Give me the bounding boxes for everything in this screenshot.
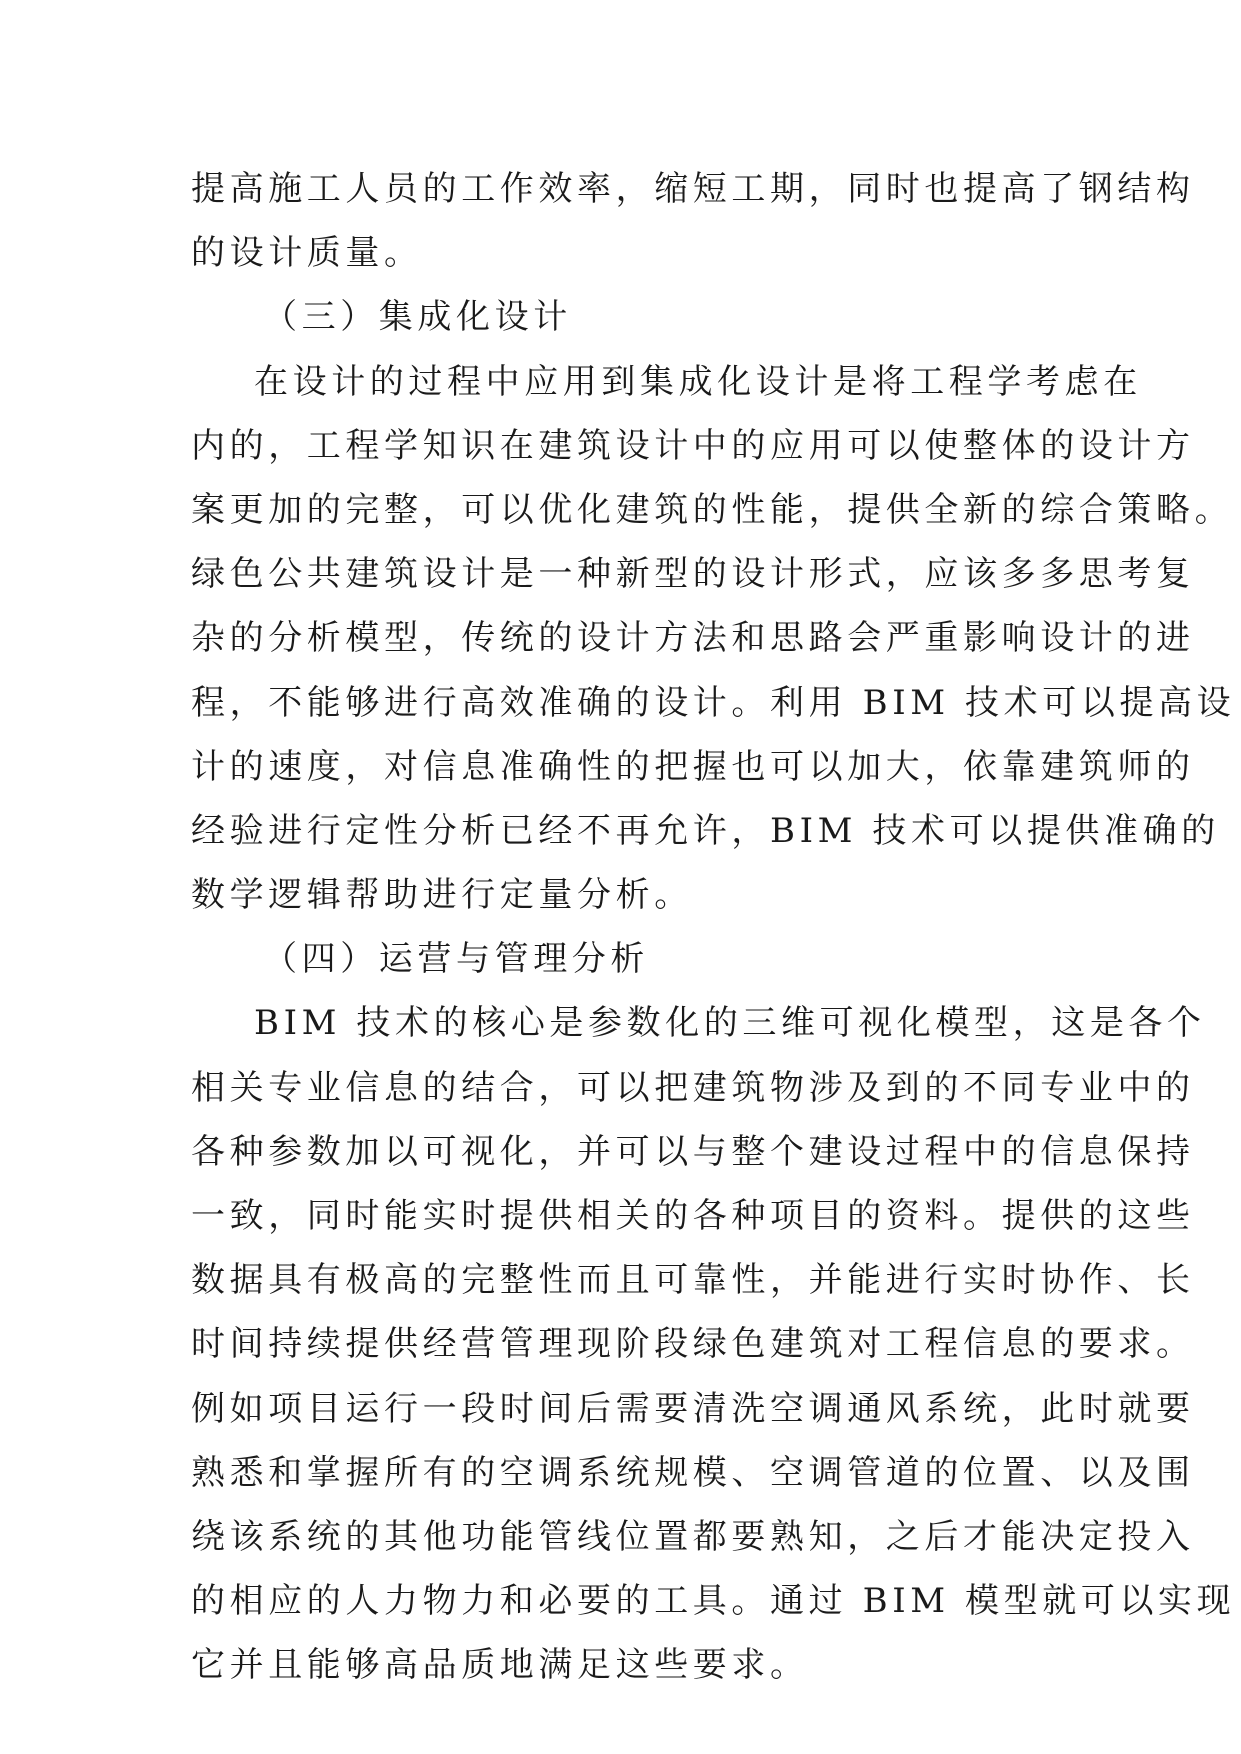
paragraph-line: 经验进行定性分析已经不再允许，BIM 技术可以提供准确的	[191, 810, 1220, 851]
paragraph-line: 数学逻辑帮助进行定量分析。	[191, 875, 693, 916]
paragraph-line: 各种参数加以可视化，并可以与整个建设过程中的信息保持	[191, 1131, 1195, 1172]
paragraph-line: 杂的分析模型，传统的设计方法和思路会严重影响设计的进	[191, 618, 1195, 659]
section-heading: （四）运营与管理分析	[263, 939, 649, 980]
paragraph-line: 例如项目运行一段时间后需要清洗空调通风系统，此时就要	[191, 1388, 1195, 1429]
paragraph-line: 程，不能够进行高效准确的设计。利用 BIM 技术可以提高设	[191, 682, 1236, 723]
paragraph-line: 时间持续提供经营管理现阶段绿色建筑对工程信息的要求。	[191, 1324, 1195, 1365]
paragraph-line: 绿色公共建筑设计是一种新型的设计形式，应该多多思考复	[191, 554, 1195, 595]
paragraph-line: BIM 技术的核心是参数化的三维可视化模型，这是各个	[254, 1003, 1206, 1044]
paragraph-line: 它并且能够高品质地满足这些要求。	[191, 1645, 809, 1686]
paragraph-line: 数据具有极高的完整性而且可靠性，并能进行实时协作、长	[191, 1260, 1195, 1301]
paragraph-line: 的设计质量。	[191, 233, 423, 274]
document-body	[191, 157, 1236, 1698]
paragraph-line: 计的速度，对信息准确性的把握也可以加大，依靠建筑师的	[191, 746, 1195, 787]
paragraph-line: 提高施工人员的工作效率，缩短工期，同时也提高了钢结构	[191, 169, 1195, 209]
paragraph-line: 熟悉和掌握所有的空调系统规模、空调管道的位置、以及围	[191, 1452, 1195, 1493]
paragraph-line: 的相应的人力物力和必要的工具。通过 BIM 模型就可以实现	[191, 1581, 1236, 1622]
paragraph-line: 绕该系统的其他功能管线位置都要熟知，之后才能决定投入	[191, 1516, 1195, 1557]
paragraph-line: 内的，工程学知识在建筑设计中的应用可以使整体的设计方	[191, 425, 1195, 466]
section-heading: （三）集成化设计	[263, 297, 572, 338]
paragraph-line: 一致，同时能实时提供相关的各种项目的资料。提供的这些	[191, 1196, 1195, 1236]
paragraph-line: 在设计的过程中应用到集成化设计是将工程学考虑在	[254, 361, 1142, 402]
paragraph-line: 案更加的完整，可以优化建筑的性能，提供全新的综合策略。	[191, 489, 1234, 530]
paragraph-line: 相关专业信息的结合，可以把建筑物涉及到的不同专业中的	[191, 1067, 1195, 1108]
